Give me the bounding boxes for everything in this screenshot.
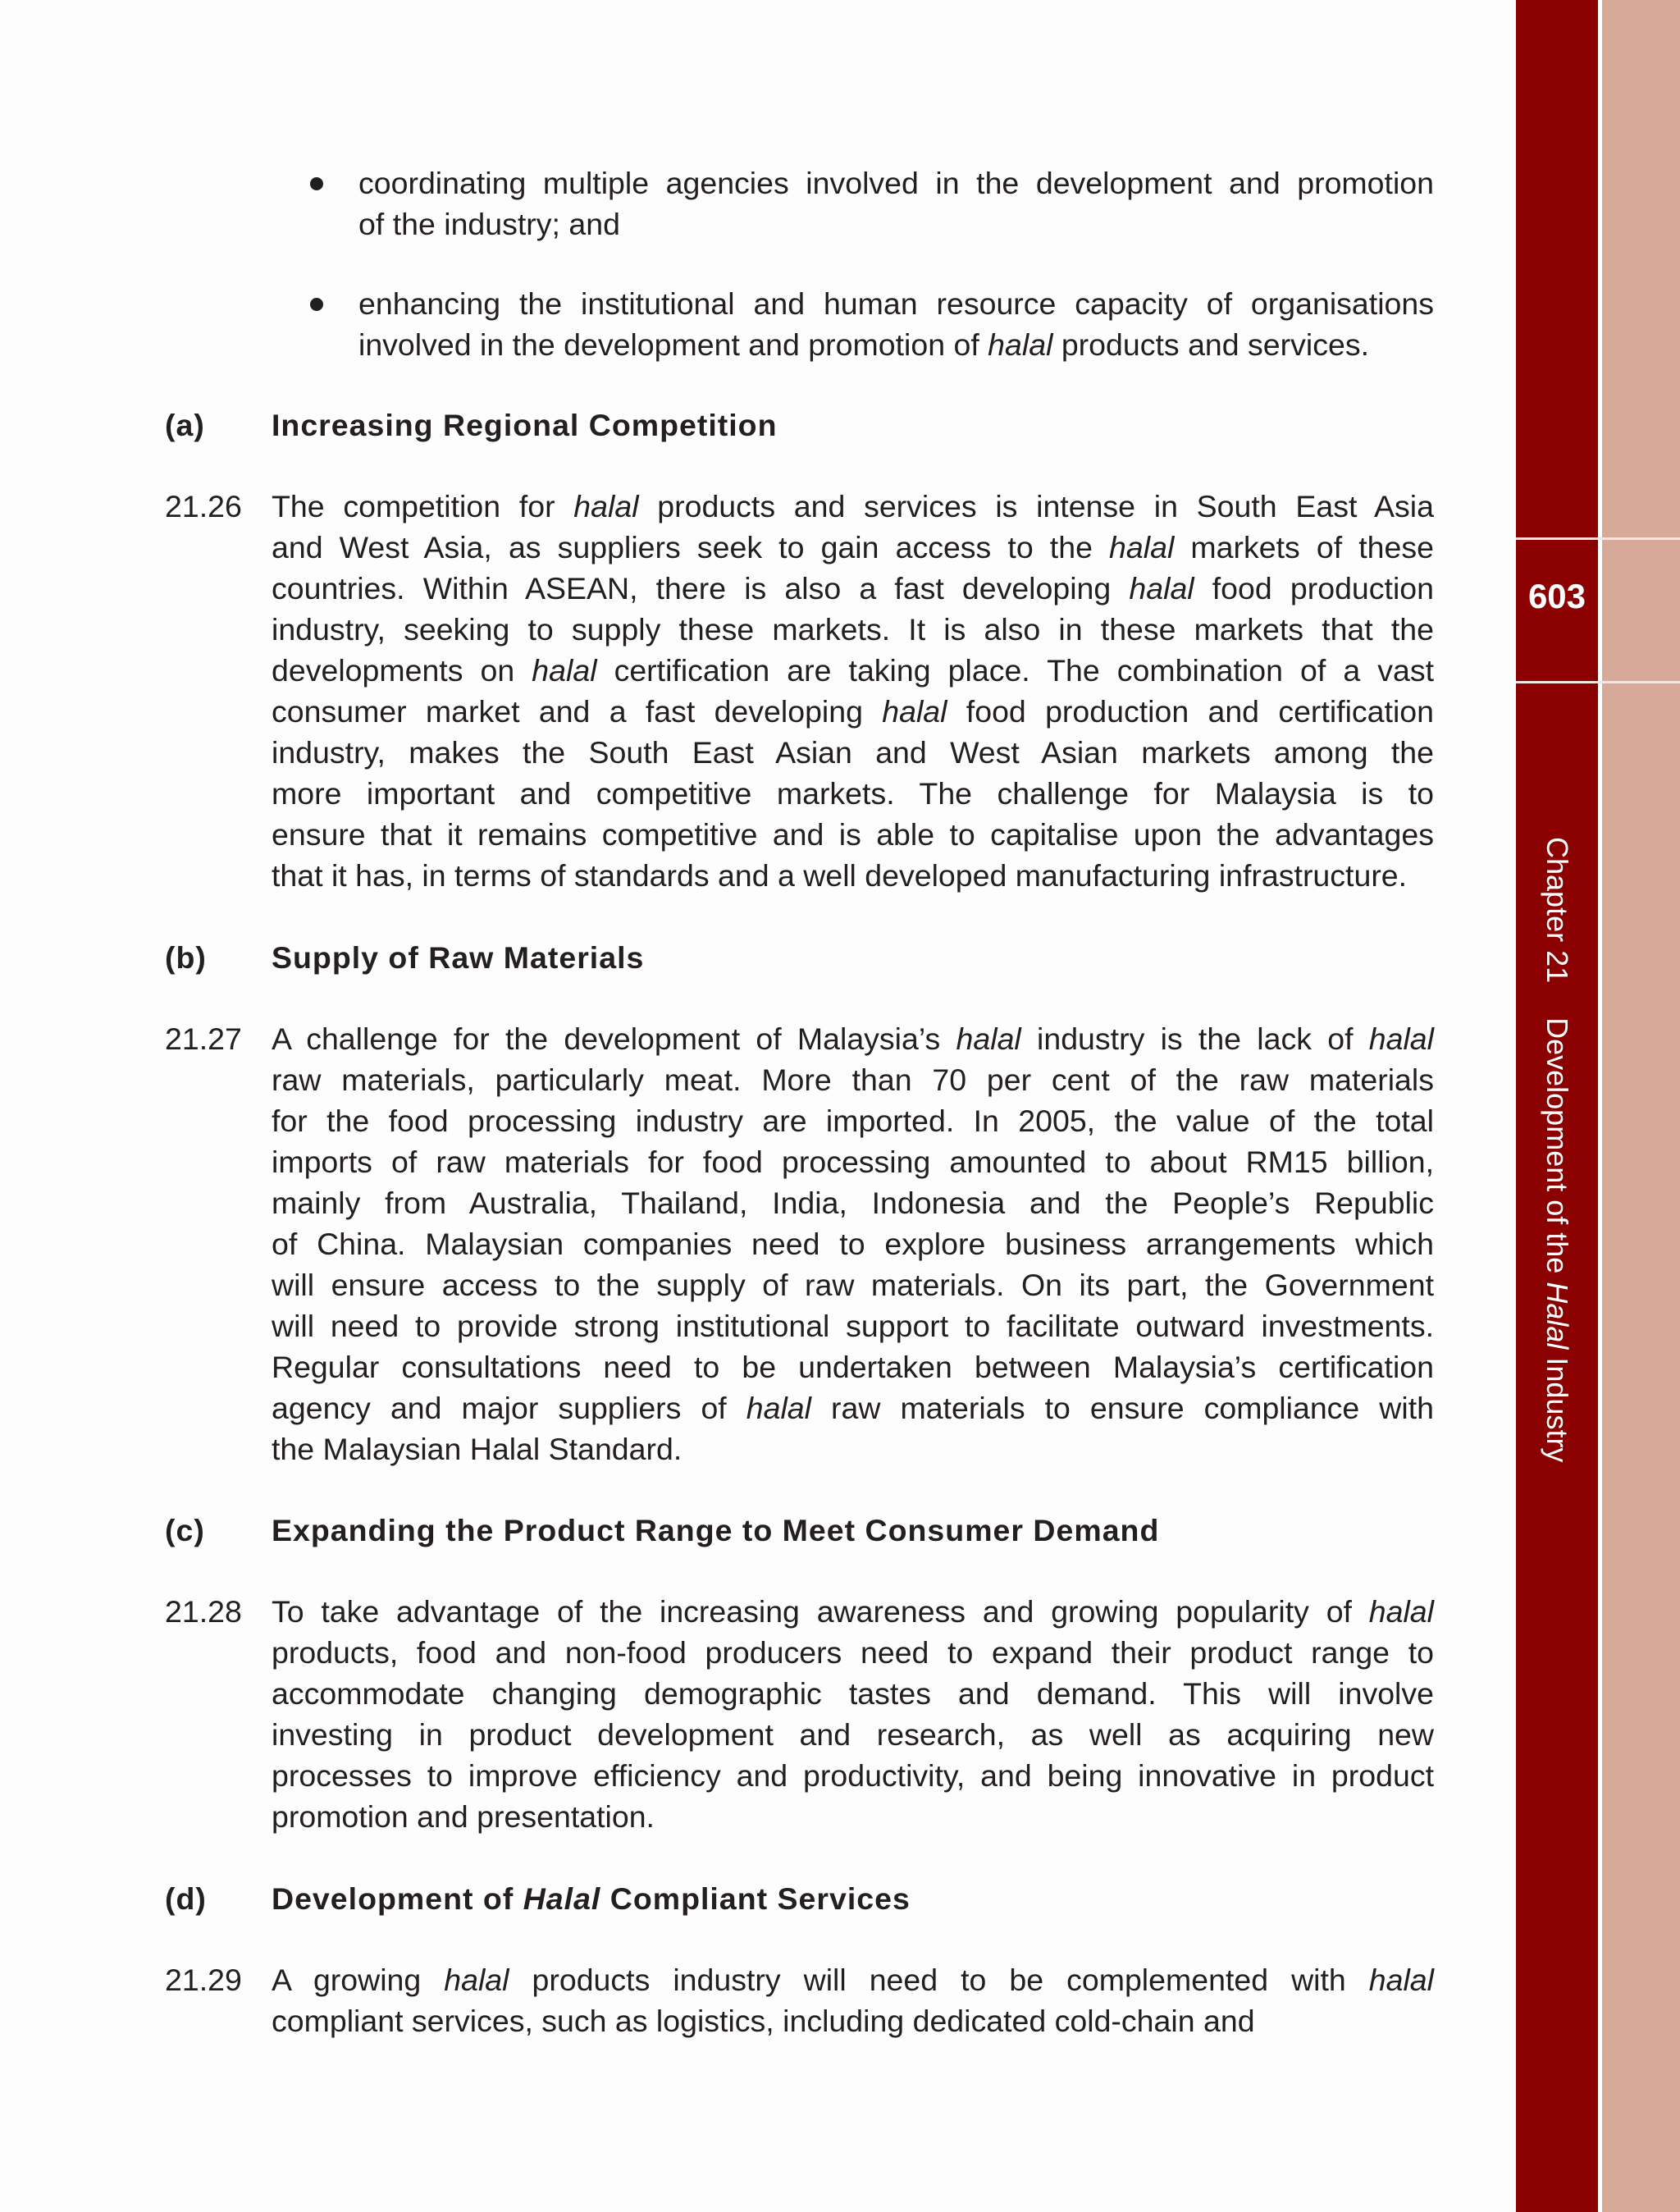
text-run: mainly from Australia, Thailand, India, Indonesia and the People’s Republic	[272, 1186, 1434, 1220]
text-run: accommodate changing demographic tastes and demand. This will involve	[272, 1676, 1434, 1711]
paragraph	[165, 1959, 1434, 2041]
section-title	[272, 1878, 911, 1919]
text-line	[272, 1141, 1434, 1182]
bullet-item	[310, 283, 1434, 365]
text-run: that it has, in terms of standards and a well developed manufacturing infrastructure.	[272, 858, 1408, 893]
italic-term: halal	[573, 489, 639, 523]
sidebar-edge	[1602, 0, 1680, 2212]
paragraph-text	[272, 1018, 1434, 1469]
text-run: markets of these	[1174, 530, 1434, 564]
text-run: products industry will need to be complemented with	[509, 1963, 1369, 1997]
text-run: Supply of Raw Materials	[272, 940, 645, 975]
text-run: ensure that it remains competitive and is able to capitalise upon the advantages	[272, 817, 1434, 852]
section-label: (d)	[165, 1881, 207, 1916]
text-run: A challenge for the development of Malaysia’s	[272, 1021, 956, 1056]
italic-term: halal	[1368, 1963, 1434, 1997]
text-run: products and services.	[1052, 327, 1370, 362]
text-run: promotion and presentation.	[272, 1799, 655, 1834]
text-run: of China. Malaysian companies need to explore business arrangements which	[272, 1227, 1434, 1261]
text-run: Compliant Services	[600, 1881, 911, 1916]
text-line	[272, 1714, 1434, 1755]
chapter-title-post: Industry	[1541, 1349, 1574, 1463]
chapter-label: Chapter 21	[1541, 837, 1574, 984]
paragraph-number: 21.26	[165, 489, 242, 523]
text-line	[272, 1673, 1434, 1714]
text-line	[272, 568, 1434, 609]
text-line	[272, 691, 1434, 732]
italic-term: halal	[1368, 1021, 1434, 1056]
section-title	[272, 937, 644, 978]
text-line	[272, 1755, 1434, 1796]
text-line	[272, 1264, 1434, 1305]
text-run: agency and major suppliers of	[272, 1391, 746, 1425]
italic-term: halal	[444, 1963, 509, 1997]
text-run: more important and competitive markets. The challenge for Malaysia is to	[272, 776, 1434, 811]
bullet-icon	[310, 177, 323, 190]
text-run: the Malaysian Halal Standard.	[272, 1432, 682, 1466]
paragraph-number: 21.27	[165, 1021, 242, 1056]
text-line	[272, 486, 1434, 527]
text-line	[272, 1182, 1434, 1223]
text-line	[272, 609, 1434, 650]
text-run: industry is the lack of	[1020, 1021, 1369, 1056]
text-run: Development of	[272, 1881, 523, 1916]
text-run: enhancing the institutional and human resource capacity of organisations	[358, 286, 1434, 321]
text-line	[272, 1959, 1434, 2000]
text-run: coordinating multiple agencies involved in the development and promotion	[358, 166, 1434, 200]
text-run: Increasing Regional Competition	[272, 408, 778, 442]
section-label: (c)	[165, 1513, 205, 1547]
text-run: Regular consultations need to be undertaken between Malaysia’s certification	[272, 1350, 1434, 1384]
text-line	[272, 1387, 1434, 1428]
text-run: developments on	[272, 653, 532, 688]
text-line	[272, 650, 1434, 691]
text-run: certification are taking place. The combination of a vast	[596, 653, 1435, 688]
paragraph	[165, 1018, 1434, 1469]
italic-term: halal	[746, 1391, 811, 1425]
text-line	[272, 2000, 1434, 2041]
text-run: raw materials, particularly meat. More than 70 per cent of the raw materials	[272, 1063, 1434, 1097]
text-run: products and services is intense in South East Asia	[638, 489, 1434, 523]
text-run: involved in the development and promotion of	[358, 327, 988, 362]
section-title	[272, 404, 777, 446]
text-line	[272, 1346, 1434, 1387]
text-run: raw materials to ensure compliance with	[810, 1391, 1434, 1425]
bullet-text	[358, 162, 1434, 245]
text-run: industry, seeking to supply these markets. It is also in these markets that the	[272, 612, 1434, 647]
text-line	[272, 1305, 1434, 1346]
text-run: will need to provide strong institutional support to facilitate outward investments.	[272, 1309, 1434, 1343]
text-line	[272, 1796, 1434, 1837]
text-line	[358, 283, 1434, 324]
text-line	[358, 203, 1434, 245]
text-line	[272, 732, 1434, 773]
text-run: processes to improve efficiency and productivity, and being innovative in product	[272, 1758, 1434, 1793]
italic-term: halal	[988, 327, 1053, 362]
chapter-title-pre: Development of the	[1541, 1017, 1574, 1282]
text-run: food production	[1194, 571, 1434, 606]
text-run: of the industry; and	[358, 207, 620, 241]
paragraph-number: 21.29	[165, 1963, 242, 1997]
text-run: and West Asia, as suppliers seek to gain access to the	[272, 530, 1110, 564]
text-run: The competition for	[272, 489, 574, 523]
text-run: industry, makes the South East Asian and West Asian markets among the	[272, 735, 1434, 770]
text-run: investing in product development and research, as well as acquiring new	[272, 1717, 1434, 1752]
text-line	[272, 1223, 1434, 1264]
text-run: countries. Within ASEAN, there is also a fast developing	[272, 571, 1130, 606]
text-line	[272, 1591, 1434, 1632]
paragraph	[165, 1591, 1434, 1837]
running-chapter-title	[1539, 837, 1575, 1462]
bullet-text	[358, 283, 1434, 365]
paragraph-text	[272, 1959, 1434, 2041]
text-run: imports of raw materials for food processing amounted to about RM15 billion,	[272, 1145, 1434, 1179]
text-line	[272, 855, 1434, 896]
text-line	[272, 1632, 1434, 1673]
bullet-item	[310, 162, 1434, 245]
page-number-bottom-rule	[1516, 681, 1680, 683]
section-label: (a)	[165, 408, 205, 442]
text-line	[358, 324, 1434, 365]
section-title	[272, 1510, 1159, 1551]
paragraph	[165, 486, 1434, 896]
text-run: compliant services, such as logistics, including dedicated cold-chain and	[272, 2004, 1255, 2038]
text-line	[272, 1018, 1434, 1059]
italic-term: halal	[1368, 1594, 1434, 1629]
text-line	[272, 1059, 1434, 1100]
text-line	[272, 773, 1434, 814]
text-run: consumer market and a fast developing	[272, 694, 883, 729]
text-run: will ensure access to the supply of raw materials. On its part, the Government	[272, 1268, 1434, 1302]
italic-term: halal	[1109, 530, 1175, 564]
italic-term: Halal	[523, 1881, 601, 1916]
chapter-title-italic: Halal	[1541, 1282, 1574, 1350]
italic-term: halal	[532, 653, 597, 688]
italic-term: halal	[1129, 571, 1194, 606]
text-run: for the food processing industry are imported. In 2005, the value of the total	[272, 1104, 1434, 1138]
text-run: To take advantage of the increasing awareness and growing popularity of	[272, 1594, 1369, 1629]
paragraph-text	[272, 486, 1434, 896]
text-run: Expanding the Product Range to Meet Consumer Demand	[272, 1513, 1160, 1547]
text-line	[358, 162, 1434, 203]
paragraph-number: 21.28	[165, 1594, 242, 1629]
text-line	[272, 527, 1434, 568]
text-run: A growing	[272, 1963, 445, 1997]
paragraph-text	[272, 1591, 1434, 1837]
text-run: food production and certification	[947, 694, 1434, 729]
section-label: (b)	[165, 940, 207, 975]
bullet-icon	[310, 298, 323, 311]
text-line	[272, 814, 1434, 855]
italic-term: halal	[956, 1021, 1021, 1056]
text-line	[272, 1100, 1434, 1141]
page-number-top-rule	[1516, 537, 1680, 540]
italic-term: halal	[882, 694, 947, 729]
text-run: products, food and non-food producers need to expand their product range to	[272, 1635, 1434, 1670]
text-line	[272, 1428, 1434, 1469]
page-number: 603	[1527, 577, 1586, 615]
